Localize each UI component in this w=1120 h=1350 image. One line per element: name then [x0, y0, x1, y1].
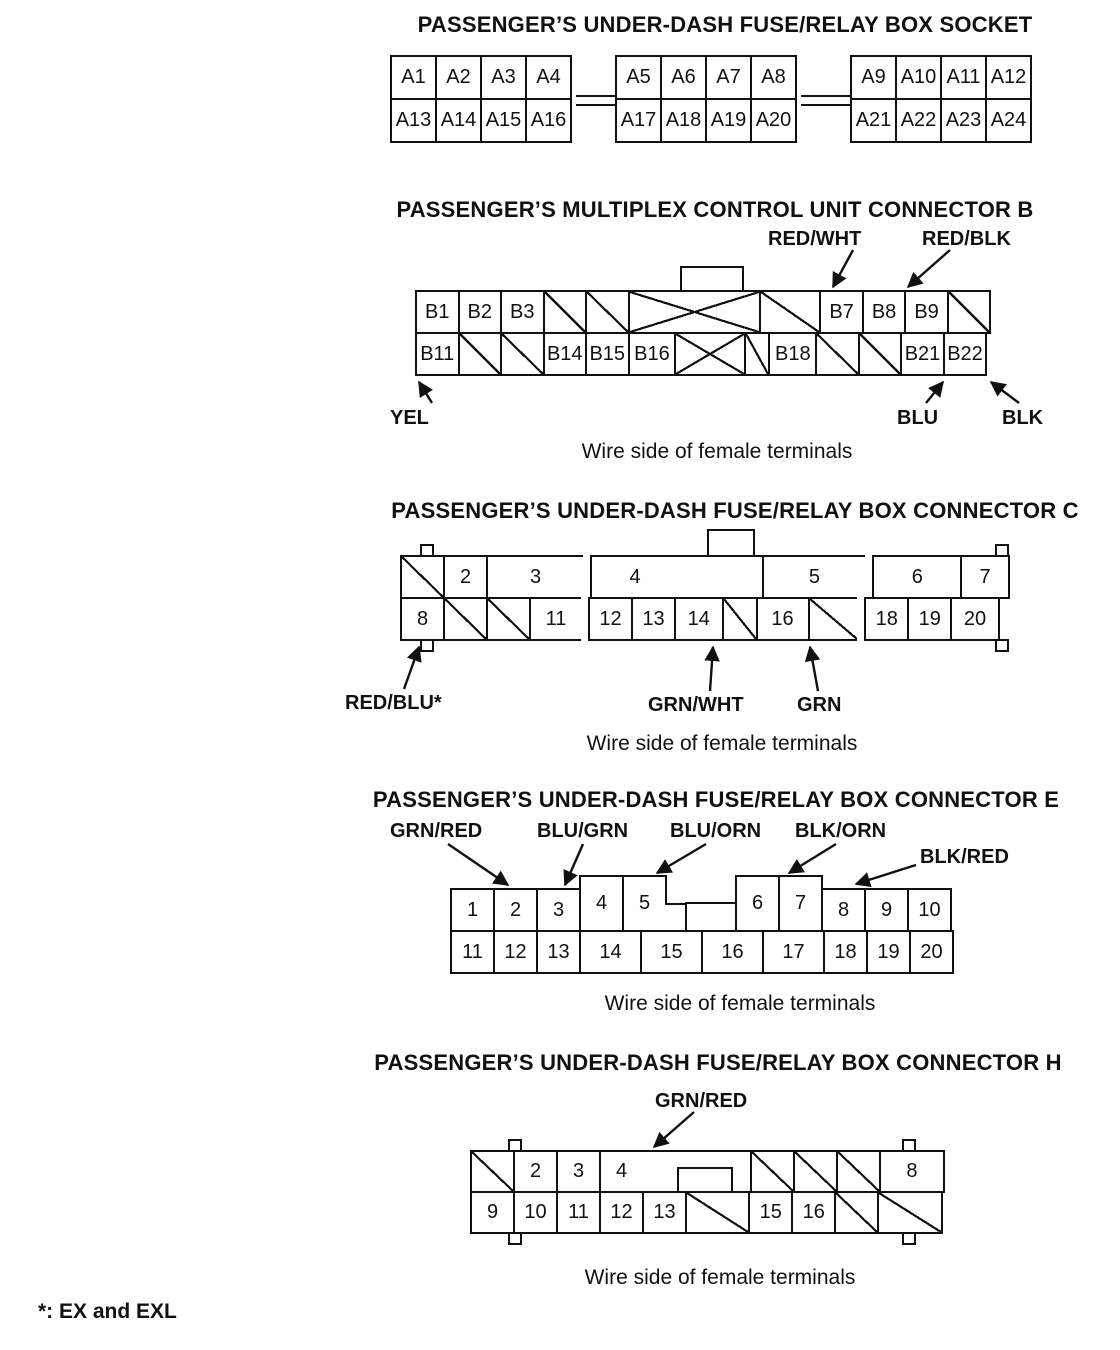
pin-cell-4: 4: [579, 875, 624, 932]
pin-cell-A15: A15: [480, 98, 527, 143]
pin-cell-2: 2: [493, 888, 538, 932]
pin-cell-13: 13: [631, 597, 676, 641]
blocked-pin-cell: [744, 332, 771, 376]
socket-a-group-1: [390, 55, 572, 143]
pin-cell-A5: A5: [615, 55, 662, 100]
pin-cell-12: 12: [493, 930, 538, 974]
pin-cell-A9: A9: [850, 55, 897, 100]
connector-b-body: [415, 290, 991, 376]
pin-cell-A20: A20: [750, 98, 797, 143]
section-connector-h: [0, 1048, 1120, 1308]
pin-cell-B22: B22: [943, 332, 988, 376]
pin-cell-6: 6: [735, 875, 780, 932]
connector-row: [615, 55, 797, 100]
pin-cell-3: 3: [486, 555, 585, 599]
pin-cell-B7: B7: [819, 290, 864, 334]
pin-cell-3: 3: [536, 888, 581, 932]
pin-cell-8: 8: [821, 888, 866, 932]
pin-cell-A17: A17: [615, 98, 662, 143]
wire-label-blk-orn: BLK/ORN: [795, 820, 887, 842]
pin-cell-A21: A21: [850, 98, 897, 143]
pin-cell-B15: B15: [585, 332, 630, 376]
pin-cell-A3: A3: [480, 55, 527, 100]
mounting-tab: [902, 1139, 916, 1152]
pin-cell-B2: B2: [458, 290, 503, 334]
blocked-pin-cell: [858, 332, 903, 376]
pin-cell-5: 5: [762, 555, 868, 599]
pin-cell-1: 1: [450, 888, 495, 932]
pin-cell-9: 9: [864, 888, 909, 932]
pin-cell-5: 5: [622, 875, 667, 932]
crossed-pin-cell: [674, 332, 745, 376]
pin-cell-A8: A8: [750, 55, 797, 100]
pin-cell-13: 13: [642, 1191, 687, 1234]
pin-cell-12: 12: [599, 1191, 644, 1234]
blocked-pin-cell: [947, 290, 992, 334]
blocked-pin-cell: [877, 1191, 942, 1234]
pin-cell-A23: A23: [940, 98, 987, 143]
mounting-tab: [995, 544, 1009, 557]
section-title-connector-h: PASSENGER’S UNDER-DASH FUSE/RELAY BOX CONNECTOR H: [374, 1050, 1062, 1075]
latch-tab: [677, 1167, 733, 1193]
blocked-pin-cell: [834, 1191, 879, 1234]
pin-cell-15: 15: [748, 1191, 793, 1234]
pin-cell-13: 13: [536, 930, 581, 974]
pin-cell-A14: A14: [435, 98, 482, 143]
section-title-connector-e: PASSENGER’S UNDER-DASH FUSE/RELAY BOX CONNECTOR E: [372, 787, 1060, 812]
pin-cell-8: 8: [400, 597, 445, 641]
pin-cell-4: 4: [590, 555, 680, 599]
pin-cell-A7: A7: [705, 55, 752, 100]
wire-label-grn: GRN: [797, 694, 842, 716]
wire-side-caption: Wire side of female terminals: [581, 440, 853, 463]
pin-cell-10: 10: [513, 1191, 558, 1234]
crossed-pin-cell: [628, 290, 762, 334]
pin-cell-19: 19: [866, 930, 911, 974]
blocked-pin-cell: [750, 1150, 795, 1193]
pin-cell-A4: A4: [525, 55, 572, 100]
pin-cell-14: 14: [674, 597, 724, 641]
pin-cell-B14: B14: [543, 332, 588, 376]
pin-cell-A12: A12: [985, 55, 1032, 100]
section-socket-a: [0, 10, 1120, 180]
pin-cell-A13: A13: [390, 98, 437, 143]
pin-cell-A18: A18: [660, 98, 707, 143]
connector-row: [415, 332, 991, 376]
wire-label-red-blk: RED/BLK: [922, 228, 1011, 250]
pin-cell-7: 7: [960, 555, 1010, 599]
connector-row: [450, 930, 954, 974]
wire-label-grn-red-h: GRN/RED: [655, 1090, 748, 1112]
pin-cell-10: 10: [907, 888, 952, 932]
pin-cell-2: 2: [443, 555, 488, 599]
wire-label-red-blu: RED/BLU*: [345, 692, 442, 714]
section-title-connector-b: PASSENGER’S MULTIPLEX CONTROL UNIT CONNECTOR B: [396, 197, 1034, 222]
section-title-connector-c: PASSENGER’S UNDER-DASH FUSE/RELAY BOX CONNECTOR C: [391, 498, 1079, 523]
wire-side-caption: Wire side of female terminals: [586, 732, 858, 755]
connector-row: [470, 1191, 945, 1234]
pin-cell-16: 16: [701, 930, 764, 974]
blocked-pin-cell: [500, 332, 545, 376]
connector-row: [390, 55, 572, 100]
pin-cell-A19: A19: [705, 98, 752, 143]
pin-cell-A10: A10: [895, 55, 942, 100]
connector-row: [400, 597, 1010, 641]
pin-cell-11: 11: [529, 597, 583, 641]
pin-cell-B9: B9: [904, 290, 949, 334]
mounting-tab: [995, 639, 1009, 652]
connector-row: [615, 98, 797, 143]
pin-cell-8: 8: [879, 1150, 944, 1193]
wire-label-blu: BLU: [897, 407, 939, 429]
section-connector-b: [0, 195, 1120, 475]
wire-label-grn-wht: GRN/WHT: [648, 694, 744, 716]
section-title-socket-a: PASSENGER’S UNDER-DASH FUSE/RELAY BOX SOCKET: [417, 12, 1033, 37]
blocked-pin-cell: [722, 597, 758, 641]
wire-label-blu-orn: BLU/ORN: [670, 820, 762, 842]
mounting-tab: [420, 639, 434, 652]
latch-tab: [685, 902, 737, 932]
pin-cell-17: 17: [762, 930, 825, 974]
wire-label-blk: BLK: [1002, 407, 1044, 429]
pin-cell-4: 4: [599, 1150, 644, 1193]
wire-label-blu-grn: BLU/GRN: [537, 820, 629, 842]
wire-label-grn-red: GRN/RED: [390, 820, 483, 842]
connector-row: [850, 98, 1032, 143]
pin-cell-20: 20: [909, 930, 954, 974]
pin-cell-16: 16: [791, 1191, 836, 1234]
pin-cell-A16: A16: [525, 98, 572, 143]
pin-cell-B8: B8: [862, 290, 907, 334]
pin-cell-A1: A1: [390, 55, 437, 100]
pin-cell-11: 11: [556, 1191, 601, 1234]
connector-notch: [678, 555, 764, 599]
blocked-pin-cell: [808, 597, 860, 641]
blocked-pin-cell: [793, 1150, 838, 1193]
socket-link-wire-2: [801, 95, 856, 106]
connector-row: [390, 98, 572, 143]
blocked-pin-cell: [836, 1150, 881, 1193]
pin-cell-16: 16: [756, 597, 810, 641]
pin-cell-15: 15: [640, 930, 703, 974]
blocked-pin-cell: [685, 1191, 750, 1234]
pin-cell-B3: B3: [500, 290, 545, 334]
socket-a-group-3: [850, 55, 1032, 143]
connector-e-body: [450, 875, 954, 974]
pin-cell-A11: A11: [940, 55, 987, 100]
pin-cell-20: 20: [950, 597, 1000, 641]
pin-cell-11: 11: [450, 930, 495, 974]
wire-side-caption: Wire side of female terminals: [584, 1266, 856, 1289]
pin-cell-14: 14: [579, 930, 642, 974]
wire-side-caption: Wire side of female terminals: [604, 992, 876, 1015]
socket-link-wire-1: [576, 95, 617, 106]
pin-cell-2: 2: [513, 1150, 558, 1193]
connector-c-body: [400, 555, 1010, 641]
pin-cell-18: 18: [823, 930, 868, 974]
pin-cell-19: 19: [907, 597, 952, 641]
blocked-pin-cell: [759, 290, 821, 334]
pin-cell-18: 18: [864, 597, 909, 641]
blocked-pin-cell: [458, 332, 503, 376]
mounting-tab: [508, 1139, 522, 1152]
pin-cell-B21: B21: [900, 332, 945, 376]
pin-cell-B18: B18: [768, 332, 817, 376]
blocked-pin-cell: [400, 555, 445, 599]
wire-label-yel: YEL: [390, 407, 429, 429]
blocked-pin-cell: [486, 597, 531, 641]
blocked-pin-cell: [585, 290, 630, 334]
footnote: *: EX and EXL: [38, 1300, 177, 1323]
connector-row: [400, 555, 1010, 599]
blocked-pin-cell: [543, 290, 588, 334]
pin-cell-7: 7: [778, 875, 823, 932]
pin-cell-6: 6: [872, 555, 962, 599]
mounting-tab: [508, 1232, 522, 1245]
pin-cell-A24: A24: [985, 98, 1032, 143]
blocked-pin-cell: [815, 332, 860, 376]
connector-h-body: [470, 1150, 945, 1234]
socket-a-group-2: [615, 55, 797, 143]
blocked-pin-cell: [470, 1150, 515, 1193]
section-connector-e: [0, 785, 1120, 1045]
section-connector-c: [0, 495, 1120, 765]
pin-cell-A6: A6: [660, 55, 707, 100]
pin-cell-B16: B16: [628, 332, 677, 376]
pin-cell-A2: A2: [435, 55, 482, 100]
connector-row: [415, 290, 991, 334]
latch-tab: [707, 529, 755, 557]
pin-cell-B11: B11: [415, 332, 460, 376]
wire-label-red-wht: RED/WHT: [768, 228, 862, 250]
pin-cell-B1: B1: [415, 290, 460, 334]
connector-row: [850, 55, 1032, 100]
blocked-pin-cell: [443, 597, 488, 641]
pin-cell-9: 9: [470, 1191, 515, 1234]
pin-cell-12: 12: [588, 597, 633, 641]
mounting-tab: [902, 1232, 916, 1245]
wire-label-blk-red: BLK/RED: [920, 846, 1009, 868]
pin-cell-A22: A22: [895, 98, 942, 143]
mounting-tab: [420, 544, 434, 557]
latch-tab: [680, 266, 744, 292]
pin-cell-3: 3: [556, 1150, 601, 1193]
